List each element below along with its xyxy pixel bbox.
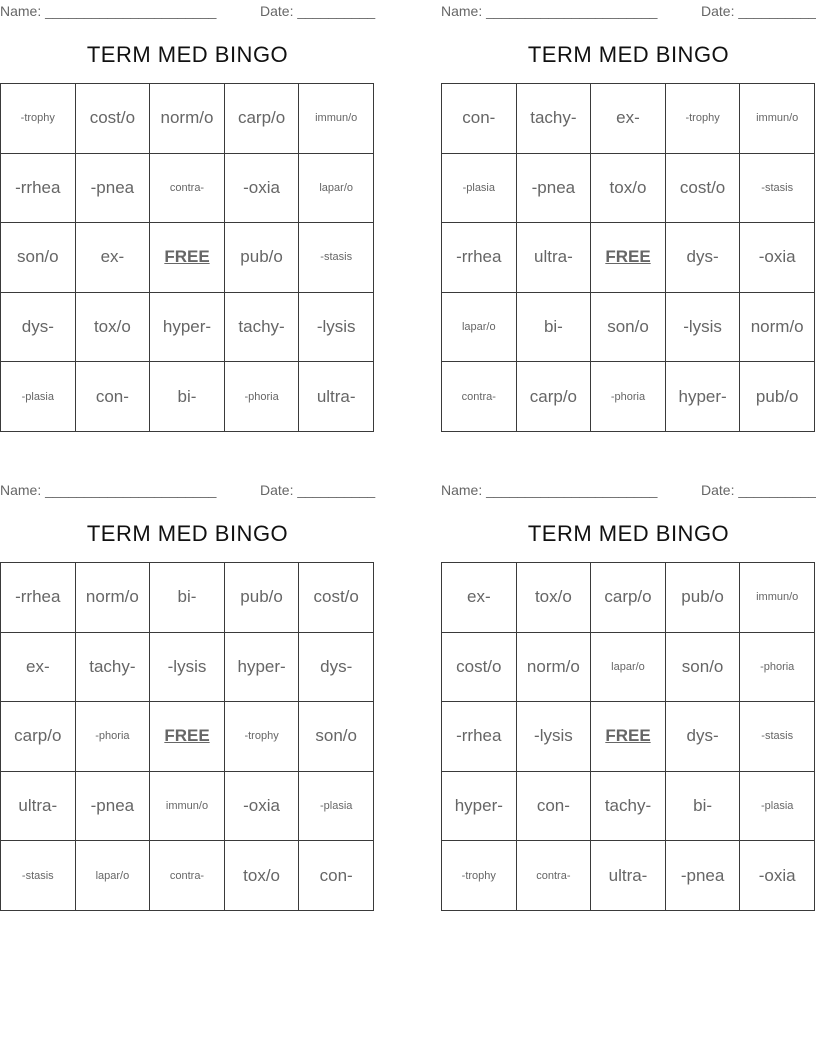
bingo-cell: son/o xyxy=(591,292,666,362)
bingo-cell: lapar/o xyxy=(299,153,374,223)
bingo-cell: ex- xyxy=(442,563,517,633)
bingo-cell: bi- xyxy=(516,292,591,362)
bingo-row xyxy=(1,292,374,362)
bingo-cell: tachy- xyxy=(516,84,591,154)
bingo-card xyxy=(441,0,816,406)
bingo-cell: -trophy xyxy=(1,84,76,154)
date-field-label: Date: __________ xyxy=(260,482,376,498)
bingo-cell: dys- xyxy=(299,632,374,702)
bingo-row xyxy=(1,84,374,154)
bingo-cell: contra- xyxy=(150,153,225,223)
bingo-cell: -lysis xyxy=(299,292,374,362)
bingo-cell: dys- xyxy=(1,292,76,362)
bingo-row xyxy=(442,292,815,362)
date-field-label: Date: __________ xyxy=(260,3,376,19)
bingo-cell: cost/o xyxy=(442,632,517,702)
bingo-cell: -pnea xyxy=(516,153,591,223)
bingo-cell: carp/o xyxy=(1,702,76,772)
card-title: TERM MED BINGO xyxy=(86,521,289,546)
bingo-cell: -stasis xyxy=(740,702,815,772)
bingo-cell: -oxia xyxy=(224,771,299,841)
card-header xyxy=(441,479,816,501)
bingo-cell: -stasis xyxy=(740,153,815,223)
bingo-grid xyxy=(0,562,374,911)
bingo-row xyxy=(442,84,815,154)
bingo-cell: -plasia xyxy=(740,771,815,841)
bingo-cell: hyper- xyxy=(224,632,299,702)
bingo-cell: -trophy xyxy=(224,702,299,772)
bingo-cell: -phoria xyxy=(75,702,150,772)
bingo-card xyxy=(0,0,376,406)
bingo-cell: carp/o xyxy=(591,563,666,633)
bingo-cell: -plasia xyxy=(442,153,517,223)
bingo-cell: pub/o xyxy=(740,362,815,432)
bingo-cell: tachy- xyxy=(75,632,150,702)
bingo-cell: con- xyxy=(442,84,517,154)
name-field-label: Name: ______________________ xyxy=(441,482,658,498)
bingo-cell: ultra- xyxy=(516,223,591,293)
bingo-cell: norm/o xyxy=(150,84,225,154)
bingo-cell: cost/o xyxy=(75,84,150,154)
free-space-cell: FREE xyxy=(591,223,666,293)
bingo-row xyxy=(1,632,374,702)
bingo-cell: hyper- xyxy=(442,771,517,841)
bingo-cell: hyper- xyxy=(665,362,740,432)
bingo-cell: norm/o xyxy=(75,563,150,633)
card-header xyxy=(441,0,816,22)
bingo-cell: con- xyxy=(75,362,150,432)
bingo-row xyxy=(442,153,815,223)
bingo-cell: ex- xyxy=(1,632,76,702)
bingo-cell: -trophy xyxy=(665,84,740,154)
bingo-cell: lapar/o xyxy=(75,841,150,911)
bingo-cell: -lysis xyxy=(665,292,740,362)
bingo-cell: bi- xyxy=(150,362,225,432)
bingo-cell: pub/o xyxy=(665,563,740,633)
bingo-cell: norm/o xyxy=(740,292,815,362)
bingo-cell: -trophy xyxy=(442,841,517,911)
card-header xyxy=(0,0,375,22)
bingo-row xyxy=(1,702,374,772)
bingo-cell: -pnea xyxy=(75,153,150,223)
bingo-row xyxy=(442,223,815,293)
bingo-cell: ultra- xyxy=(299,362,374,432)
card-header xyxy=(0,479,375,501)
bingo-cell: -rrhea xyxy=(442,702,517,772)
bingo-cell: -pnea xyxy=(665,841,740,911)
bingo-cell: contra- xyxy=(442,362,517,432)
bingo-row xyxy=(442,563,815,633)
bingo-cell: ex- xyxy=(75,223,150,293)
bingo-cell: dys- xyxy=(665,223,740,293)
name-field-label: Name: ______________________ xyxy=(0,482,217,498)
bingo-cell: -phoria xyxy=(591,362,666,432)
date-field-label: Date: __________ xyxy=(701,482,816,498)
bingo-cell: -phoria xyxy=(224,362,299,432)
bingo-cell: carp/o xyxy=(516,362,591,432)
bingo-cell: pub/o xyxy=(224,563,299,633)
card-title: TERM MED BINGO xyxy=(527,521,730,546)
bingo-cell: con- xyxy=(299,841,374,911)
bingo-cell: -stasis xyxy=(299,223,374,293)
bingo-cell: -oxia xyxy=(740,223,815,293)
bingo-cell: tox/o xyxy=(591,153,666,223)
date-field-label: Date: __________ xyxy=(701,3,816,19)
bingo-cell: -rrhea xyxy=(1,563,76,633)
bingo-row xyxy=(442,841,815,911)
bingo-cell: cost/o xyxy=(299,563,374,633)
bingo-cell: dys- xyxy=(665,702,740,772)
bingo-cell: contra- xyxy=(150,841,225,911)
bingo-cell: tachy- xyxy=(224,292,299,362)
bingo-cell: son/o xyxy=(299,702,374,772)
bingo-cell: bi- xyxy=(150,563,225,633)
bingo-grid xyxy=(441,562,815,911)
bingo-cell: lapar/o xyxy=(591,632,666,702)
name-field-label: Name: ______________________ xyxy=(0,3,217,19)
bingo-card xyxy=(0,479,376,885)
bingo-cell: immun/o xyxy=(150,771,225,841)
bingo-cell: immun/o xyxy=(740,84,815,154)
free-space-cell: FREE xyxy=(591,702,666,772)
bingo-grid xyxy=(0,83,374,432)
bingo-cell: -lysis xyxy=(516,702,591,772)
bingo-row xyxy=(442,771,815,841)
card-title: TERM MED BINGO xyxy=(86,42,289,67)
free-space-cell: FREE xyxy=(150,702,225,772)
bingo-cell: -rrhea xyxy=(1,153,76,223)
bingo-cell: ex- xyxy=(591,84,666,154)
bingo-cell: -plasia xyxy=(1,362,76,432)
bingo-cell: tox/o xyxy=(75,292,150,362)
bingo-cell: cost/o xyxy=(665,153,740,223)
bingo-cell: norm/o xyxy=(516,632,591,702)
bingo-cell: -plasia xyxy=(299,771,374,841)
bingo-row xyxy=(1,841,374,911)
bingo-cell: -oxia xyxy=(224,153,299,223)
bingo-cell: con- xyxy=(516,771,591,841)
bingo-cell: contra- xyxy=(516,841,591,911)
bingo-cell: -lysis xyxy=(150,632,225,702)
bingo-cell: ultra- xyxy=(591,841,666,911)
bingo-cell: -stasis xyxy=(1,841,76,911)
bingo-card xyxy=(441,479,816,885)
name-field-label: Name: ______________________ xyxy=(441,3,658,19)
card-title: TERM MED BINGO xyxy=(527,42,730,67)
bingo-cell: tachy- xyxy=(591,771,666,841)
bingo-row xyxy=(442,702,815,772)
bingo-row xyxy=(1,771,374,841)
bingo-row xyxy=(1,563,374,633)
bingo-row xyxy=(1,223,374,293)
bingo-cell: -rrhea xyxy=(442,223,517,293)
bingo-cell: son/o xyxy=(665,632,740,702)
bingo-cell: son/o xyxy=(1,223,76,293)
free-space-cell: FREE xyxy=(150,223,225,293)
bingo-cell: hyper- xyxy=(150,292,225,362)
bingo-row xyxy=(1,153,374,223)
bingo-cell: -oxia xyxy=(740,841,815,911)
bingo-cell: tox/o xyxy=(516,563,591,633)
bingo-cell: -phoria xyxy=(740,632,815,702)
bingo-cell: lapar/o xyxy=(442,292,517,362)
bingo-cell: ultra- xyxy=(1,771,76,841)
bingo-cell: carp/o xyxy=(224,84,299,154)
bingo-row xyxy=(1,362,374,432)
bingo-cell: bi- xyxy=(665,771,740,841)
bingo-grid xyxy=(441,83,815,432)
bingo-row xyxy=(442,362,815,432)
bingo-cell: immun/o xyxy=(299,84,374,154)
bingo-cell: pub/o xyxy=(224,223,299,293)
bingo-cell: tox/o xyxy=(224,841,299,911)
bingo-cell: -pnea xyxy=(75,771,150,841)
bingo-row xyxy=(442,632,815,702)
bingo-cell: immun/o xyxy=(740,563,815,633)
